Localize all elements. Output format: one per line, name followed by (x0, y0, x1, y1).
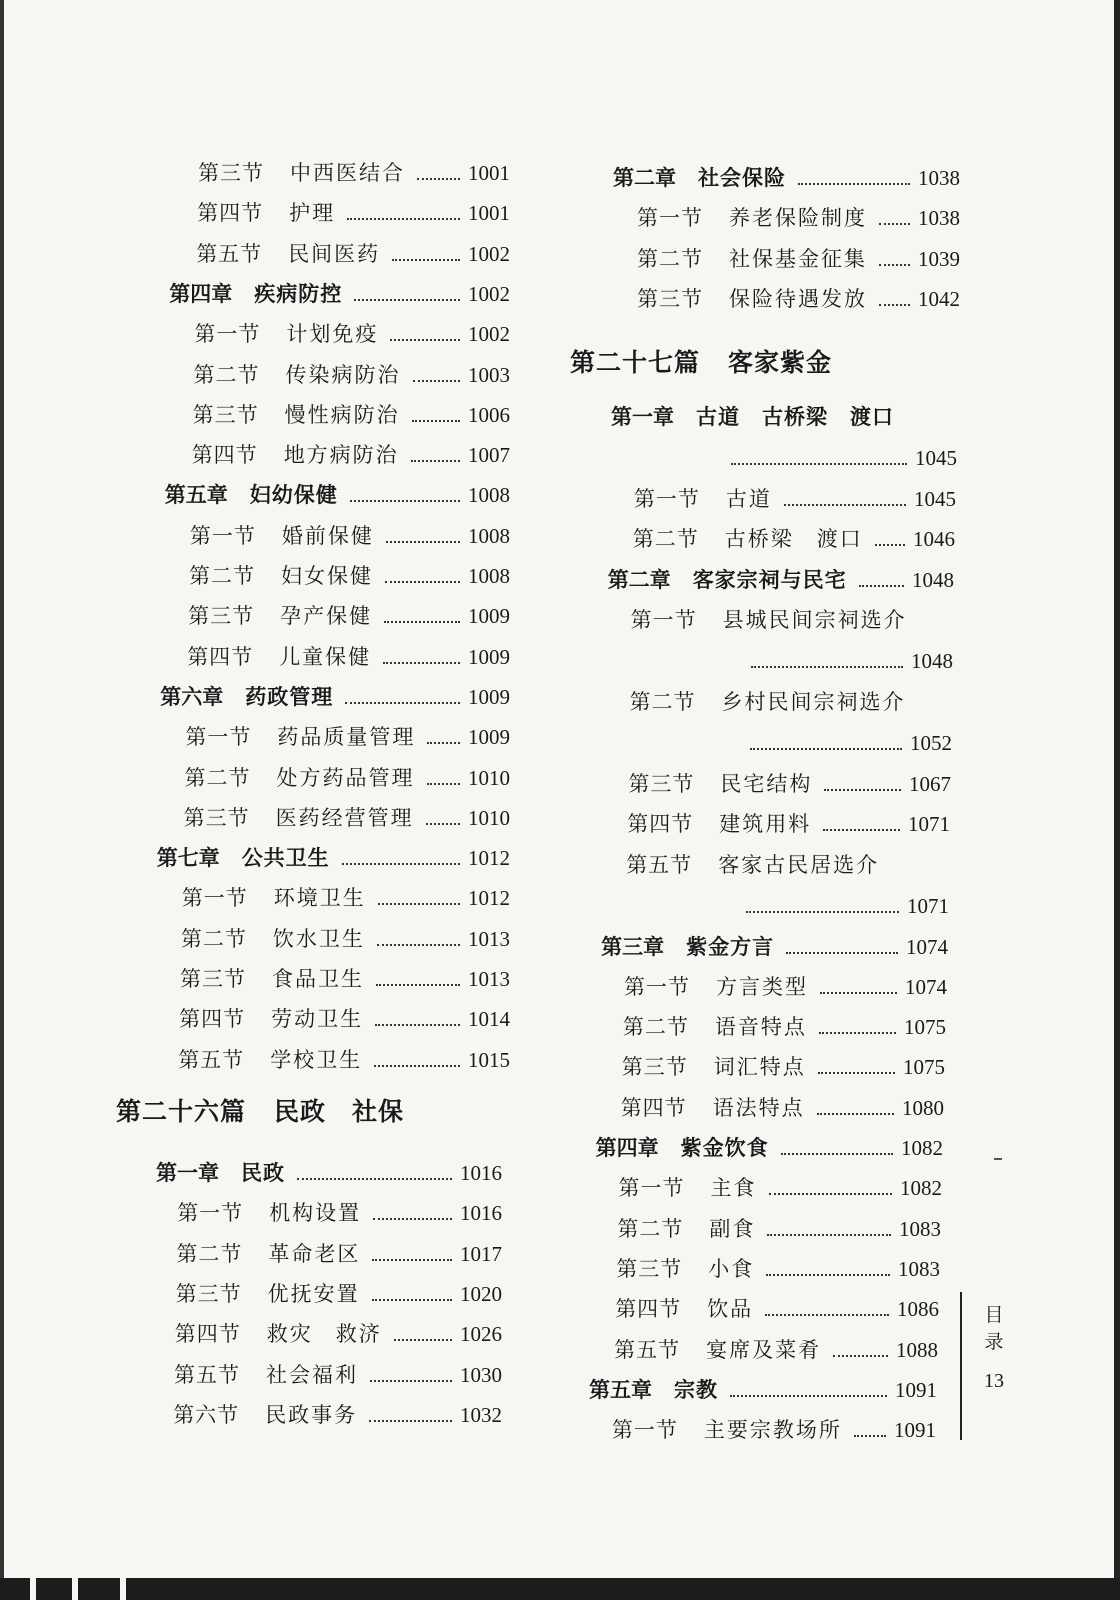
entry-title: 古道 (725, 487, 772, 511)
entry-title: 宴席及菜肴 (706, 1337, 822, 1362)
part-title: 客家紫金 (728, 348, 833, 377)
dot-leader (765, 1314, 889, 1316)
entry-label: 第一节 (618, 1176, 685, 1201)
dot-leader (879, 264, 910, 266)
entry-label: 第四节 (187, 644, 254, 669)
dot-leader (370, 1380, 452, 1382)
entry-page-number: 1074 (905, 934, 948, 959)
toc-entry-continuation (731, 441, 957, 475)
entry-page-number: 1038 (918, 206, 960, 231)
entry-title: 古桥梁 渡口 (724, 527, 863, 552)
entry-label: 第三节 (628, 771, 695, 796)
entry-page-number: 1015 (467, 1047, 510, 1072)
entry-title: 计划免疫 (286, 322, 379, 347)
side-tab-char-1: 目 (984, 1304, 1004, 1326)
toc-section-entry (181, 922, 510, 956)
entry-title: 养老保险制度 (729, 206, 867, 231)
dot-leader (819, 1032, 896, 1034)
entry-page-number: 1008 (467, 523, 510, 548)
entry-label: 第三节 (188, 604, 255, 629)
toc-section-entry (176, 1237, 502, 1271)
entry-page-number: 1012 (467, 846, 510, 871)
entry-page-number: 1071 (906, 893, 949, 918)
entry-title: 民政事务 (265, 1402, 358, 1427)
entry-page-number: 1083 (898, 1216, 941, 1241)
toc-chapter-entry (601, 930, 948, 964)
entry-page-number: 1082 (900, 1176, 942, 1201)
entry-page-number: 1008 (468, 564, 510, 588)
entry-title: 语法特点 (712, 1095, 805, 1120)
toc-section-entry (180, 962, 510, 996)
entry-page-number: 1042 (918, 286, 960, 311)
entry-page-number: 1002 (467, 241, 510, 266)
toc-section-entry (630, 685, 953, 719)
dot-leader (385, 581, 460, 583)
entry-label: 第二节 (189, 564, 255, 588)
dot-leader (412, 420, 460, 422)
entry-page-number: 1009 (467, 684, 510, 709)
dot-leader (384, 621, 460, 623)
entry-title: 建筑用料 (719, 812, 812, 837)
entry-label: 第六章 (160, 683, 224, 709)
entry-title: 慢性病防治 (284, 402, 400, 427)
dot-leader (769, 1193, 893, 1195)
dot-leader (374, 1065, 460, 1067)
toc-entry-continuation (751, 644, 953, 678)
entry-label: 第三节 (621, 1055, 688, 1080)
toc-chapter-entry (169, 277, 510, 311)
dot-leader (372, 1259, 452, 1261)
toc-section-entry (194, 317, 510, 351)
part-label: 第二十七篇 (570, 348, 701, 377)
entry-title: 词汇特点 (713, 1055, 806, 1080)
dot-leader (375, 1024, 460, 1026)
dot-leader (859, 585, 904, 587)
entry-label: 第一节 (177, 1201, 244, 1226)
entry-page-number: 1083 (897, 1256, 940, 1281)
entry-page-number: 1048 (910, 648, 953, 673)
entry-page-number: 1048 (911, 567, 954, 592)
entry-title: 民政 (241, 1160, 285, 1185)
toc-section-entry (633, 522, 955, 556)
entry-title: 婚前保健 (281, 523, 374, 548)
dot-leader (369, 1420, 452, 1422)
toc-section-entry (175, 1317, 502, 1351)
dot-leader (427, 742, 460, 744)
part-title: 民政 社保 (274, 1097, 405, 1126)
toc-chapter-entry (596, 1131, 943, 1165)
dot-leader (426, 823, 460, 825)
entry-title: 保险待遇发放 (729, 286, 867, 311)
entry-title: 乡村民间宗祠选介 (721, 689, 906, 714)
dot-leader (394, 1339, 452, 1341)
toc-section-entry (174, 1358, 502, 1392)
entry-label: 第三节 (175, 1281, 242, 1306)
entry-label: 第二节 (632, 527, 699, 552)
entry-page-number: 1014 (467, 1007, 510, 1032)
entry-label: 第二节 (180, 926, 247, 951)
entry-title: 饮水卫生 (272, 926, 365, 951)
entry-label: 第二节 (637, 246, 703, 271)
toc-section-entry (189, 559, 510, 593)
toc-side-tab (974, 1300, 1014, 1393)
entry-title: 机构设置 (269, 1201, 362, 1226)
dot-leader (354, 299, 460, 301)
entry-page-number: 1091 (895, 1377, 937, 1402)
dot-leader (383, 662, 460, 664)
entry-title: 妇女保健 (281, 564, 373, 588)
side-tab-char-2: 录 (984, 1331, 1004, 1353)
entry-title: 社会福利 (266, 1362, 358, 1387)
dot-leader (751, 666, 903, 668)
toc-section-entry (173, 1398, 502, 1432)
entry-title: 疾病防控 (254, 280, 343, 306)
toc-section-entry (614, 1333, 938, 1367)
entry-page-number: 1082 (900, 1136, 943, 1160)
entry-page-number: 1017 (459, 1241, 502, 1266)
entry-title: 社会保险 (698, 165, 786, 190)
toc-part-heading (570, 343, 832, 379)
entry-label: 第四节 (615, 1297, 682, 1322)
entry-label: 第一章 (156, 1160, 219, 1185)
dot-leader (345, 702, 460, 704)
dot-leader (781, 1153, 893, 1155)
toc-section-entry (612, 1413, 936, 1447)
toc-section-entry (631, 603, 953, 637)
entry-title: 劳动卫生 (271, 1007, 364, 1032)
entry-label: 第二节 (184, 765, 251, 790)
entry-page-number: 1046 (912, 527, 955, 552)
entry-page-number: 1001 (467, 201, 510, 226)
entry-label: 第三节 (637, 286, 703, 311)
toc-chapter-entry (589, 1373, 937, 1407)
entry-page-number: 1002 (467, 281, 510, 306)
entry-page-number: 1008 (467, 483, 510, 508)
dot-leader (854, 1435, 886, 1437)
entry-page-number: 1074 (905, 974, 947, 999)
entry-label: 第一节 (624, 974, 690, 999)
toc-section-entry (622, 1050, 945, 1084)
entry-label: 第一节 (630, 607, 697, 632)
entry-page-number: 1080 (901, 1095, 944, 1120)
toc-section-entry (179, 1002, 510, 1036)
entry-page-number: 1045 (913, 487, 956, 511)
toc-section-entry (185, 761, 511, 795)
entry-label: 第六节 (173, 1402, 240, 1427)
entry-page-number: 1001 (468, 161, 510, 185)
entry-label: 第三节 (192, 402, 259, 427)
dot-leader (342, 863, 460, 865)
toc-part-heading (116, 1092, 404, 1128)
toc-chapter-entry (165, 478, 510, 512)
toc-section-entry (626, 848, 949, 882)
entry-label: 第五节 (174, 1362, 240, 1387)
dot-leader (297, 1178, 452, 1180)
entry-page-number: 1075 (903, 1015, 946, 1040)
dot-leader (427, 783, 461, 785)
entry-title: 公共卫生 (241, 845, 330, 871)
toc-section-entry (637, 282, 960, 316)
entry-label: 第四章 (595, 1135, 659, 1160)
toc-section-entry (185, 720, 510, 754)
toc-section-entry (637, 201, 960, 235)
toc-section-entry (628, 767, 951, 801)
dot-leader (879, 304, 910, 306)
dot-leader (875, 544, 905, 546)
dot-leader (386, 541, 460, 543)
toc-section-entry (623, 1010, 946, 1044)
entry-page-number: 1009 (467, 644, 510, 669)
entry-label: 第二章 (607, 566, 671, 592)
toc-section-entry (188, 599, 510, 633)
entry-label: 第五章 (164, 482, 228, 508)
toc-section-entry (190, 519, 510, 553)
entry-label: 第四节 (627, 812, 694, 837)
toc-section-entry (634, 482, 956, 516)
scan-bottom-strip (0, 1578, 1120, 1600)
entry-title: 客家宗祠与民宅 (692, 566, 847, 592)
entry-title: 方言类型 (716, 974, 808, 999)
entry-page-number: 1003 (468, 362, 510, 387)
entry-title: 副食 (709, 1216, 756, 1241)
entry-title: 社保基金征集 (729, 246, 867, 271)
toc-chapter-entry (613, 161, 960, 195)
entry-label: 第一节 (185, 725, 252, 750)
dot-leader (731, 463, 907, 465)
toc-chapter-entry (160, 680, 510, 714)
entry-page-number: 1002 (467, 322, 510, 347)
toc-section-entry (184, 801, 510, 835)
toc-section-entry (624, 970, 947, 1004)
page-edge-left (0, 0, 4, 1600)
entry-page-number: 1009 (467, 725, 510, 750)
dot-leader (879, 223, 910, 225)
entry-title: 孕产保健 (280, 604, 373, 629)
entry-label: 第二节 (629, 689, 696, 714)
dot-leader (818, 1072, 895, 1074)
entry-page-number: 1010 (468, 765, 510, 790)
entry-title: 客家古民居选介 (718, 852, 880, 877)
entry-page-number: 1032 (459, 1402, 502, 1427)
entry-title: 小食 (708, 1256, 755, 1281)
entry-label: 第一节 (189, 523, 256, 548)
dot-leader (824, 789, 901, 791)
entry-label: 第三节 (180, 967, 246, 991)
dot-leader (730, 1395, 887, 1397)
entry-page-number: 1016 (459, 1201, 502, 1226)
dot-leader (786, 952, 898, 954)
entry-title: 民间医药 (288, 241, 381, 266)
entry-page-number: 1030 (460, 1362, 502, 1387)
entry-page-number: 1091 (893, 1418, 936, 1443)
entry-page-number: 1013 (467, 926, 510, 951)
toc-section-entry (616, 1252, 940, 1286)
dot-leader (820, 992, 897, 994)
toc-chapter-entry (157, 841, 510, 875)
entry-label: 第三节 (616, 1256, 683, 1281)
toc-section-entry (187, 640, 510, 674)
entry-label: 第七章 (156, 845, 220, 871)
part-label: 第二十六篇 (116, 1097, 247, 1126)
entry-page-number: 1039 (918, 246, 960, 271)
entry-title: 救灾 救济 (266, 1322, 382, 1347)
entry-page-number: 1067 (908, 771, 951, 796)
entry-label: 第五节 (626, 852, 693, 877)
entry-page-number: 1007 (467, 443, 510, 468)
entry-label: 第二节 (617, 1216, 684, 1241)
dot-leader (833, 1355, 888, 1357)
dot-leader (378, 903, 460, 905)
dot-leader (746, 911, 899, 913)
entry-page-number: 1010 (467, 805, 510, 830)
entry-title: 紫金方言 (686, 933, 775, 959)
toc-section-entry (192, 438, 510, 472)
toc-chapter-entry (611, 400, 957, 434)
dot-leader (750, 748, 903, 750)
entry-title: 处方药品管理 (276, 765, 415, 790)
entry-page-number: 1012 (467, 886, 510, 911)
entry-page-number: 1086 (896, 1297, 939, 1322)
entry-page-number: 1006 (467, 402, 510, 427)
entry-title: 优抚安置 (267, 1281, 360, 1306)
entry-label: 第一节 (194, 322, 261, 347)
entry-title: 主要宗教场所 (703, 1418, 842, 1443)
entry-page-number: 1016 (460, 1161, 502, 1185)
entry-title: 饮品 (707, 1297, 754, 1322)
entry-title: 地方病防治 (283, 443, 399, 468)
toc-section-entry (619, 1171, 943, 1205)
toc-section-entry (194, 358, 511, 392)
entry-label: 第一章 (611, 404, 674, 429)
entry-title: 宗教 (674, 1376, 718, 1402)
dot-leader (413, 380, 461, 382)
toc-section-entry (198, 156, 510, 190)
dot-leader (376, 984, 460, 986)
dot-leader (798, 183, 910, 185)
entry-label: 第四节 (191, 443, 258, 468)
entry-title: 儿童保健 (279, 644, 372, 669)
entry-page-number: 1075 (902, 1055, 945, 1080)
entry-title: 革命老区 (268, 1241, 361, 1266)
entry-page-number: 1020 (459, 1281, 502, 1306)
dot-leader (373, 1218, 452, 1220)
toc-section-entry (617, 1212, 941, 1246)
entry-label: 第四节 (179, 1007, 246, 1032)
entry-title: 护理 (289, 201, 336, 226)
page-edge-right (1114, 0, 1120, 1600)
entry-page-number: 1088 (895, 1337, 938, 1362)
entry-title: 紫金饮食 (680, 1135, 769, 1160)
entry-page-number: 1013 (468, 967, 510, 991)
entry-page-number: 1045 (915, 446, 957, 470)
entry-title: 民宅结构 (720, 771, 813, 796)
entry-label: 第二章 (613, 165, 676, 190)
entry-page-number: 1052 (910, 730, 952, 755)
margin-mark (994, 1158, 1002, 1160)
toc-entry-continuation (750, 726, 953, 760)
entry-label: 第五节 (614, 1337, 681, 1362)
entry-title: 语音特点 (714, 1015, 807, 1040)
dot-leader (766, 1274, 890, 1276)
toc-section-entry (627, 807, 950, 841)
entry-page-number: 1009 (467, 604, 510, 629)
dot-leader (347, 218, 460, 220)
entry-title: 医药经营管理 (275, 805, 414, 830)
entry-label: 第五节 (196, 241, 263, 266)
entry-title: 食品卫生 (272, 967, 364, 991)
entry-label: 第二节 (176, 1241, 243, 1266)
dot-leader (823, 829, 900, 831)
entry-label: 第一节 (637, 206, 703, 231)
entry-label: 第三节 (198, 161, 264, 185)
entry-label: 第一节 (181, 886, 248, 911)
entry-page-number: 1038 (918, 166, 960, 190)
entry-page-number: 1071 (907, 812, 950, 837)
entry-title: 主食 (710, 1176, 757, 1201)
entry-title: 环境卫生 (273, 886, 366, 911)
entry-label: 第四节 (197, 201, 264, 226)
entry-title: 药政管理 (245, 683, 334, 709)
dot-leader (817, 1113, 894, 1115)
toc-section-entry (615, 1292, 939, 1326)
page-number: 13 (984, 1370, 1004, 1392)
entry-label: 第一节 (633, 487, 700, 511)
toc-section-entry (182, 881, 510, 915)
dot-leader (767, 1234, 891, 1236)
dot-leader (417, 178, 460, 180)
entry-label: 第四节 (174, 1322, 241, 1347)
entry-title: 药品质量管理 (277, 725, 416, 750)
entry-title: 妇幼保健 (249, 482, 338, 508)
dot-leader (350, 500, 460, 502)
dot-leader (392, 259, 460, 261)
side-tab-rule (960, 1292, 962, 1440)
entry-page-number: 1026 (459, 1322, 502, 1347)
entry-title: 传染病防治 (285, 362, 401, 387)
entry-title: 古道 古桥梁 渡口 (696, 404, 894, 429)
entry-title: 县城民间宗祠选介 (722, 607, 907, 632)
entry-label: 第二节 (622, 1015, 689, 1040)
entry-label: 第一节 (611, 1418, 678, 1443)
toc-entry-continuation (746, 889, 949, 923)
dot-leader (411, 460, 460, 462)
entry-label: 第四章 (169, 280, 233, 306)
toc-chapter-entry (156, 1156, 502, 1190)
entry-label: 第四节 (620, 1095, 687, 1120)
entry-title: 中西医结合 (290, 161, 405, 185)
entry-label: 第三节 (183, 805, 250, 830)
entry-label: 第五章 (589, 1376, 652, 1402)
toc-section-entry (176, 1277, 502, 1311)
entry-label: 第三章 (601, 933, 665, 959)
dot-leader (377, 944, 460, 946)
dot-leader (784, 504, 906, 506)
entry-label: 第五节 (178, 1047, 245, 1072)
toc-section-entry (178, 1043, 510, 1077)
toc-section-entry (197, 196, 510, 230)
entry-title: 学校卫生 (270, 1047, 363, 1072)
toc-chapter-entry (608, 563, 954, 597)
dot-leader (390, 339, 460, 341)
dot-leader (372, 1299, 452, 1301)
toc-section-entry (193, 398, 510, 432)
entry-label: 第二节 (193, 362, 260, 387)
toc-section-entry (621, 1091, 944, 1125)
toc-section-entry (196, 237, 510, 271)
toc-section-entry (177, 1196, 502, 1230)
toc-section-entry (637, 242, 960, 276)
